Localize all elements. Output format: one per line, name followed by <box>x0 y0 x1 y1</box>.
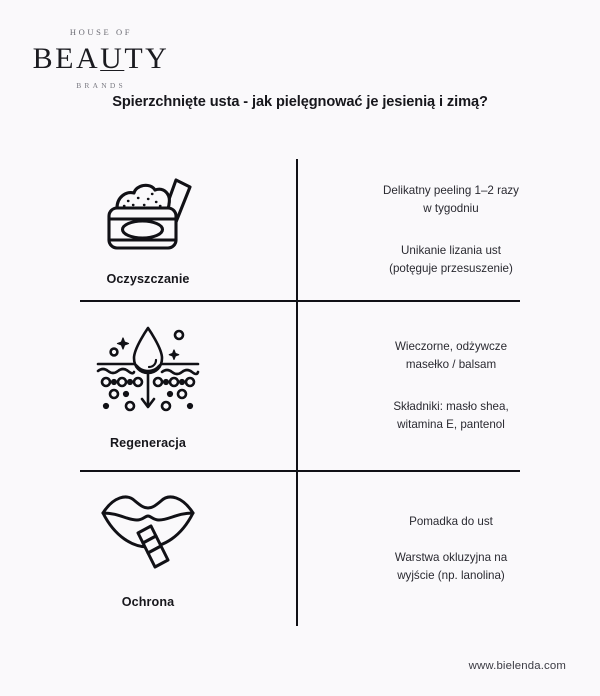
category-label: Oczyszczanie <box>106 272 190 286</box>
row-1-icon-cell <box>0 160 296 300</box>
row-3-text-cell <box>296 472 600 626</box>
brand-wordmark-underlined-u: U <box>100 41 125 75</box>
table-row <box>0 302 600 470</box>
row-2-text-cell <box>296 302 600 470</box>
brand-logo <box>26 28 176 89</box>
row-1-text-cell <box>296 160 600 300</box>
lips-lipstick-icon <box>99 489 197 571</box>
page-title: Spierzchnięte usta - jak pielęgnować je jesienią i zimą? <box>112 94 488 110</box>
row-1-note-2: Unikanie lizania ust (potęguje przesuszenie) <box>389 244 513 275</box>
cosmetic-scrub-jar-icon <box>98 174 198 252</box>
category-label: Ochrona <box>121 595 175 609</box>
row-1-note-1: Delikatny peeling 1–2 razy w tygodniu <box>383 184 519 216</box>
table-row <box>0 472 600 626</box>
row-2-icon-cell <box>0 302 296 470</box>
brand-logo-wordmark <box>26 41 176 75</box>
footer-website[interactable]: www.bielenda.com <box>468 660 566 672</box>
row-2-note-1: Wieczorne, odżywcze masełko / balsam <box>394 340 508 372</box>
brand-logo-bottom-text: BRANDS <box>76 80 126 90</box>
brand-wordmark-part-b: TY <box>124 41 170 75</box>
brand-wordmark-part-a: BEA <box>32 41 101 75</box>
table-row <box>0 160 600 300</box>
droplet-absorbing-skin-icon <box>96 322 200 416</box>
row-3-note-1: Pomadka do ust <box>409 515 493 529</box>
row-2-note-2: Składniki: masło shea, witamina E, pantenol <box>393 400 509 431</box>
category-label: Regeneracja <box>109 436 186 450</box>
brand-logo-top-text: HOUSE OF <box>69 27 133 37</box>
row-3-icon-cell <box>0 472 296 626</box>
row-3-note-2: Warstwa okluzyjna na wyjście (np. lanolina) <box>394 551 508 582</box>
